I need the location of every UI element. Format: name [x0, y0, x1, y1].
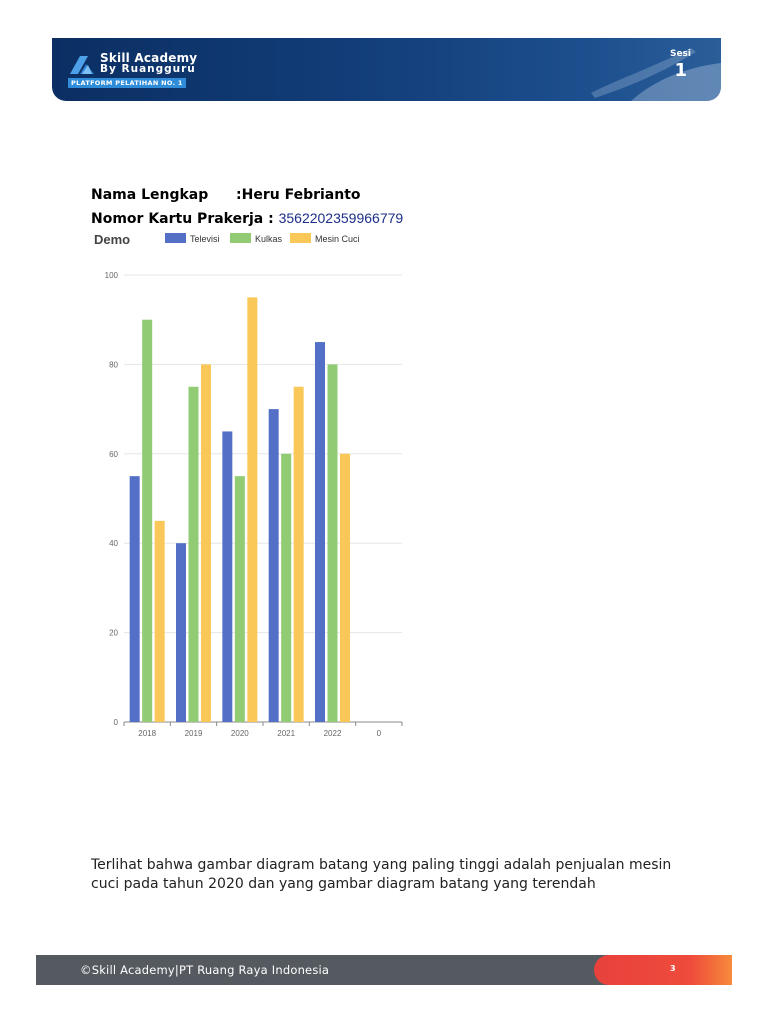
- bar: [235, 476, 245, 722]
- hand-pen-decoration-icon: [571, 38, 721, 101]
- bar: [201, 364, 211, 722]
- legend-swatch: [165, 233, 186, 243]
- x-tick-label: 2021: [277, 729, 296, 738]
- x-tick-label: 2018: [138, 729, 157, 738]
- legend-label: Televisi: [190, 234, 220, 244]
- y-tick-label: 0: [113, 718, 118, 727]
- bar: [176, 543, 186, 722]
- chart-canvas: [80, 228, 420, 748]
- bar: [189, 387, 199, 722]
- legend-swatch: [290, 233, 311, 243]
- bar: [328, 364, 338, 722]
- header-banner: [52, 38, 721, 101]
- skill-academy-logo-icon: [68, 54, 96, 76]
- bar: [247, 297, 257, 722]
- card-line: [91, 210, 403, 227]
- bar: [281, 454, 291, 722]
- bar: [269, 409, 279, 722]
- bar: [142, 320, 152, 722]
- bar: [294, 387, 304, 722]
- bar: [155, 521, 165, 722]
- card-label: Nomor Kartu Prakerja :: [91, 211, 274, 227]
- footer-bar: [36, 955, 732, 985]
- x-tick-label: 0: [376, 729, 382, 738]
- x-tick-label: 2019: [184, 729, 203, 738]
- name-value: :Heru Febrianto: [236, 187, 361, 203]
- footer-copyright: ©Skill Academy|PT Ruang Raya Indonesia: [80, 963, 330, 977]
- y-tick-label: 40: [109, 539, 118, 549]
- y-tick-label: 60: [109, 449, 118, 459]
- y-tick-label: 20: [109, 628, 118, 638]
- bar: [315, 342, 325, 722]
- platform-tag: PLATFORM PELATIHAN NO. 1: [68, 78, 186, 88]
- bar-chart: [80, 228, 420, 748]
- y-tick-label: 80: [109, 360, 118, 370]
- bar: [130, 476, 140, 722]
- bar: [340, 454, 350, 722]
- session-number: 1: [674, 60, 687, 81]
- brand-name: Skill Academy: [100, 51, 198, 65]
- session-label: Sesi: [669, 49, 691, 59]
- body-paragraph: Terlihat bahwa gambar diagram batang yang paling tinggi adalah penjualan mesin cuci pada tahun 2020 dan yang gambar diagram batang yang terendah: [91, 857, 672, 892]
- name-line: [91, 187, 361, 203]
- footer-page-pill: [594, 955, 732, 985]
- chart-title: Demo: [94, 232, 131, 247]
- name-label: Nama Lengkap: [91, 187, 209, 203]
- y-tick-label: 100: [104, 271, 118, 280]
- legend-swatch: [230, 233, 251, 243]
- card-number: 3562202359966779: [278, 210, 404, 226]
- x-tick-label: 2022: [323, 729, 342, 738]
- legend-label: Kulkas: [255, 234, 283, 244]
- legend-label: Mesin Cuci: [315, 234, 360, 244]
- bar: [222, 431, 232, 722]
- brand-subtitle: By Ruangguru: [100, 63, 196, 75]
- x-tick-label: 2020: [230, 729, 249, 738]
- page-number: 3: [670, 964, 676, 973]
